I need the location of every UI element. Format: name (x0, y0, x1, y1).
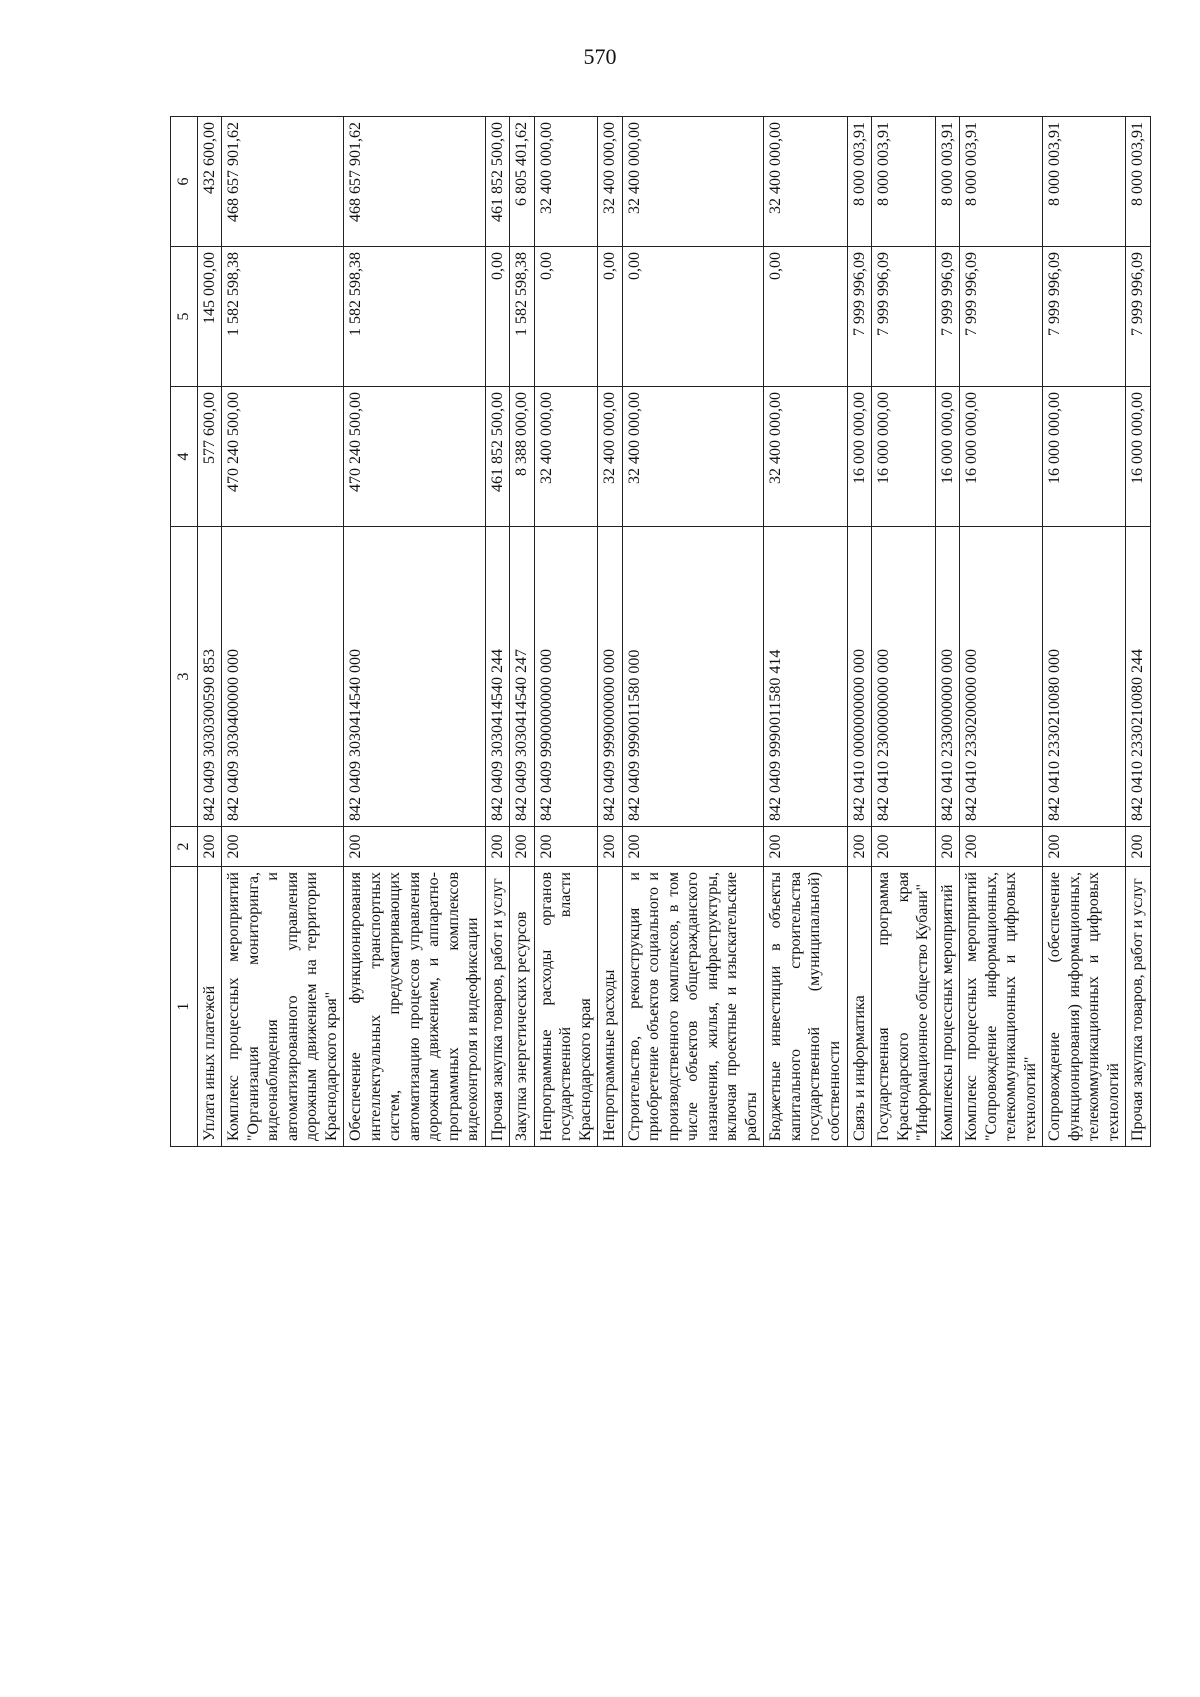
table-row (510, 117, 535, 1147)
row-value-6: 32 400 000,00 (622, 117, 764, 247)
table-row (960, 117, 1043, 1147)
row-name: Комплекс процессных мероприятий "Организация мониторинга, видеонаблюдения и автоматизированного управления дорожным движением на территории Краснодарского края" (222, 867, 344, 1147)
row-name: Закупка энергетических ресурсов (510, 867, 535, 1147)
row-value-5: 1 582 598,38 (222, 247, 344, 387)
row-value-5: 0,00 (764, 247, 847, 387)
row-value-6: 461 852 500,00 (485, 117, 510, 247)
row-code-2: 200 (764, 827, 847, 867)
row-value-6: 32 400 000,00 (764, 117, 847, 247)
row-value-5: 145 000,00 (197, 247, 222, 387)
row-code-2: 200 (598, 827, 623, 867)
row-name: Непрограммные расходы (598, 867, 623, 1147)
row-name: Строительство, реконструкция и приобретение объектов социального и производственного комплексов, в том числе объектов общегражданского назначения, жилья, инфраструктуры, включая проектные и изыскательские работы (622, 867, 764, 1147)
row-value-6: 432 600,00 (197, 117, 222, 247)
row-value-6: 8 000 003,91 (1126, 117, 1151, 247)
row-value-4: 470 240 500,00 (344, 387, 486, 527)
row-value-5: 0,00 (598, 247, 623, 387)
table-row (847, 117, 872, 1147)
row-value-6: 8 000 003,91 (847, 117, 872, 247)
column-header-6: 6 (171, 117, 198, 247)
row-budget-code: 842 0409 3030414540 244 (485, 527, 510, 827)
row-name: Прочая закупка товаров, работ и услуг (485, 867, 510, 1147)
row-value-4: 470 240 500,00 (222, 387, 344, 527)
row-value-4: 461 852 500,00 (485, 387, 510, 527)
row-name: Связь и информатика (847, 867, 872, 1147)
row-value-4: 16 000 000,00 (935, 387, 960, 527)
table-row (1043, 117, 1126, 1147)
row-code-2: 200 (344, 827, 486, 867)
row-name: Бюджетные инвестиции в объекты капитального строительства государственной (муниципальной) собственности (764, 867, 847, 1147)
row-name: Государственная программа Краснодарского края "Информационное общество Кубани" (872, 867, 936, 1147)
row-value-4: 32 400 000,00 (598, 387, 623, 527)
row-budget-code: 842 0410 0000000000 000 (847, 527, 872, 827)
column-header-5: 5 (171, 247, 198, 387)
row-budget-code: 842 0409 9990011580 414 (764, 527, 847, 827)
column-header-2: 2 (171, 827, 198, 867)
row-budget-code: 842 0410 2330200000 000 (960, 527, 1043, 827)
row-value-6: 8 000 003,91 (960, 117, 1043, 247)
row-value-4: 16 000 000,00 (872, 387, 936, 527)
row-value-4: 32 400 000,00 (622, 387, 764, 527)
row-value-5: 7 999 996,09 (935, 247, 960, 387)
row-value-6: 8 000 003,91 (935, 117, 960, 247)
row-value-4: 16 000 000,00 (960, 387, 1043, 527)
row-name: Комплексы процессных мероприятий (935, 867, 960, 1147)
row-value-6: 32 400 000,00 (534, 117, 598, 247)
row-name: Обеспечение функционирования интеллектуальных транспортных систем, предусматривающих автоматизацию процессов управления дорожным движением, и аппаратно-программных комплексов видеоконтроля и видеофиксации (344, 867, 486, 1147)
table-row (872, 117, 936, 1147)
row-code-2: 200 (935, 827, 960, 867)
header-row (171, 117, 198, 1147)
row-name: Непрограммные расходы органов государственной власти Краснодарского края (534, 867, 598, 1147)
row-budget-code: 842 0409 9990000000 000 (598, 527, 623, 827)
row-name: Сопровождение (обеспечение функционирования) информационных, телекоммуникационных и цифровых технологий (1043, 867, 1126, 1147)
row-value-6: 6 805 401,62 (510, 117, 535, 247)
row-code-2: 200 (222, 827, 344, 867)
row-name: Уплата иных платежей (197, 867, 222, 1147)
row-value-5: 0,00 (485, 247, 510, 387)
table-row (764, 117, 847, 1147)
table-row (1126, 117, 1151, 1147)
row-value-6: 32 400 000,00 (598, 117, 623, 247)
row-value-4: 16 000 000,00 (1043, 387, 1126, 527)
table-row (222, 117, 344, 1147)
budget-table (170, 116, 1151, 1147)
table-row (197, 117, 222, 1147)
row-value-5: 7 999 996,09 (960, 247, 1043, 387)
row-code-2: 200 (534, 827, 598, 867)
row-budget-code: 842 0409 3030300590 853 (197, 527, 222, 827)
row-value-5: 0,00 (534, 247, 598, 387)
row-budget-code: 842 0410 2330000000 000 (935, 527, 960, 827)
row-value-5: 7 999 996,09 (1043, 247, 1126, 387)
page-number: 570 (583, 44, 617, 69)
row-value-6: 8 000 003,91 (1043, 117, 1126, 247)
row-code-2: 200 (960, 827, 1043, 867)
row-code-2: 200 (197, 827, 222, 867)
row-code-2: 200 (872, 827, 936, 867)
row-value-4: 8 388 000,00 (510, 387, 535, 527)
table-row (622, 117, 764, 1147)
row-code-2: 200 (1043, 827, 1126, 867)
column-header-4: 4 (171, 387, 198, 527)
row-name: Комплекс процессных мероприятий "Сопровождение информационных, телекоммуникационных и цифровых технологий" (960, 867, 1043, 1147)
row-code-2: 200 (622, 827, 764, 867)
column-header-1: 1 (171, 867, 198, 1147)
row-value-4: 577 600,00 (197, 387, 222, 527)
row-budget-code: 842 0410 2330210080 244 (1126, 527, 1151, 827)
row-code-2: 200 (1126, 827, 1151, 867)
table-row (534, 117, 598, 1147)
row-code-2: 200 (847, 827, 872, 867)
row-value-5: 7 999 996,09 (847, 247, 872, 387)
row-budget-code: 842 0409 3030400000 000 (222, 527, 344, 827)
table-row (344, 117, 486, 1147)
row-value-6: 8 000 003,91 (872, 117, 936, 247)
row-value-5: 7 999 996,09 (1126, 247, 1151, 387)
row-code-2: 200 (485, 827, 510, 867)
row-budget-code: 842 0409 3030414540 000 (344, 527, 486, 827)
row-value-4: 16 000 000,00 (1126, 387, 1151, 527)
row-value-5: 1 582 598,38 (510, 247, 535, 387)
row-value-5: 1 582 598,38 (344, 247, 486, 387)
row-value-4: 16 000 000,00 (847, 387, 872, 527)
row-value-6: 468 657 901,62 (344, 117, 486, 247)
row-value-5: 0,00 (622, 247, 764, 387)
row-value-6: 468 657 901,62 (222, 117, 344, 247)
table-row (485, 117, 510, 1147)
row-code-2: 200 (510, 827, 535, 867)
row-name: Прочая закупка товаров, работ и услуг (1126, 867, 1151, 1147)
row-value-5: 7 999 996,09 (872, 247, 936, 387)
row-budget-code: 842 0409 9990011580 000 (622, 527, 764, 827)
row-budget-code: 842 0410 2330210080 000 (1043, 527, 1126, 827)
row-value-4: 32 400 000,00 (534, 387, 598, 527)
table-row (598, 117, 623, 1147)
column-header-3: 3 (171, 527, 198, 827)
row-budget-code: 842 0409 3030414540 247 (510, 527, 535, 827)
row-budget-code: 842 0410 2300000000 000 (872, 527, 936, 827)
rotated-table-wrapper (170, 117, 1200, 1147)
row-value-4: 32 400 000,00 (764, 387, 847, 527)
table-row (935, 117, 960, 1147)
row-budget-code: 842 0409 9900000000 000 (534, 527, 598, 827)
